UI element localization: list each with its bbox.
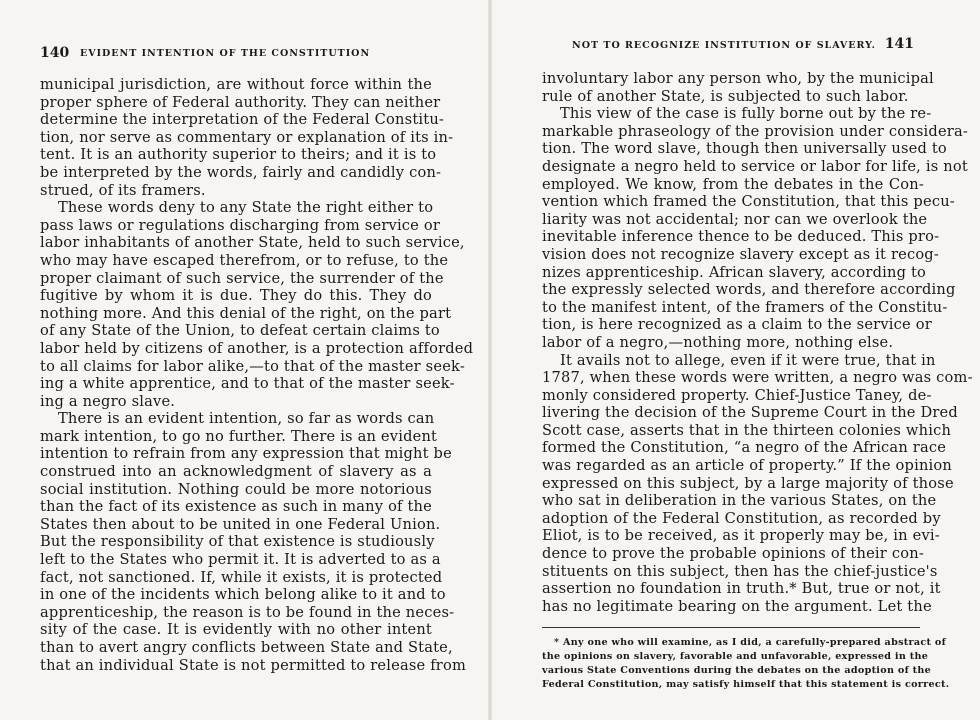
text-line: Eliot, is to be received, as it properly may be, in evi-: [542, 527, 940, 545]
text-line: employed. We know, from the debates in the Con-: [542, 175, 924, 193]
text-line: inevitable inference thence to be deduced. This pro-: [542, 228, 940, 246]
text-line: But the responsibility of that existence is studiously: [40, 533, 435, 551]
text-line: This view of the case is fully borne out by the re-: [560, 105, 932, 123]
text-line: the expressly selected words, and therefore according: [542, 281, 956, 299]
text-line: assertion no foundation in truth.* But, true or not, it: [542, 580, 941, 598]
text-line: vention which framed the Constitution, that this pecu-: [542, 193, 955, 211]
text-line: determine the interpretation of the Federal Constitu-: [40, 111, 445, 129]
text-line: rule of another State, is subjected to such labor.: [542, 87, 909, 105]
text-line: social institution. Nothing could be more notorious: [40, 480, 432, 498]
text-line: markable phraseology of the provision under considera-: [542, 122, 969, 140]
left-body-text: [40, 76, 474, 674]
text-line: nizes apprenticeship. African slavery, according to: [542, 263, 927, 281]
text-line: stituents on this subject, then has the chief-justice's: [542, 562, 938, 580]
text-line: to the manifest intent, of the framers of the Constitu-: [542, 298, 948, 316]
text-line: in one of the incidents which belong alike to it and to: [40, 586, 446, 604]
text-line: be interpreted by the words, fairly and candidly con-: [40, 163, 442, 181]
footnote-line: the opinions on slavery, favorable and unfavorable, expressed in the: [542, 651, 929, 663]
right-body-text: [542, 70, 973, 615]
text-line: States then about to be united in one Federal Union.: [40, 515, 441, 533]
text-line: municipal jurisdiction, are without force within the: [40, 76, 432, 93]
text-line: It avails not to allege, even if it were true, that in: [560, 351, 936, 369]
text-line: left to the States who permit it. It is adverted to as a: [40, 551, 441, 569]
text-line: adoption of the Federal Constitution, as recorded by: [542, 509, 941, 527]
text-line: ing a negro slave.: [40, 392, 176, 410]
text-line: labor held by citizens of another, is a protection afforded: [40, 339, 474, 357]
text-line: that an individual State is not permitted to release from: [40, 656, 467, 674]
text-line: labor inhabitants of another State, held to such service,: [40, 234, 465, 252]
text-line: than the fact of its existence as such in many of the: [40, 498, 432, 516]
text-line: designate a negro held to service or labor for life, is not: [542, 157, 968, 175]
text-line: Scott case, asserts that in the thirteen colonies which: [542, 421, 952, 439]
text-line: tion, nor serve as commentary or explanation of its in-: [40, 128, 454, 146]
right-running-head: [542, 38, 914, 58]
right-running-title: NOT TO RECOGNIZE INSTITUTION OF SLAVERY.: [572, 40, 876, 51]
text-line: formed the Constitution, “a negro of the African race: [542, 439, 947, 457]
left-running-head: [40, 45, 430, 68]
text-line: apprenticeship, the reason is to be found in the neces-: [40, 603, 455, 621]
text-line: of any State of the Union, to defeat certain claims to: [40, 322, 440, 340]
text-line: fact, not sanctioned. If, while it exists, it is protected: [40, 568, 443, 586]
text-line: expressed on this subject, by a large majority of those: [542, 474, 954, 492]
text-line: tent. It is an authority superior to theirs; and it is to: [40, 146, 437, 164]
text-line: strued, of its framers.: [40, 181, 206, 199]
text-line: to all claims for labor alike,—to that of the master seek-: [40, 357, 465, 375]
text-line: intention to refrain from any expression that might be: [40, 445, 452, 463]
text-line: fugitive by whom it is due. They do this. They do: [40, 287, 432, 305]
text-line: sity of the case. It is evidently with no other intent: [40, 621, 432, 639]
footnote-line: Federal Constitution, may satisfy himself that this statement is correct.: [542, 679, 950, 691]
right-page: [490, 0, 980, 720]
text-line: proper sphere of Federal authority. They can neither: [40, 93, 441, 111]
footnote-line: * Any one who will examine, as I did, a carefully-prepared abstract of: [554, 637, 947, 649]
text-line: 1787, when these words were written, a negro was com-: [542, 369, 973, 387]
text-line: dence to prove the probable opinions of their con-: [542, 545, 924, 563]
text-line: mark intention, to go no further. There is an evident: [40, 427, 438, 445]
text-line: pass laws or regulations discharging from service or: [40, 216, 441, 234]
footnote-rule: [542, 627, 920, 628]
text-line: livering the decision of the Supreme Court in the Dred: [542, 404, 958, 422]
text-line: liarity was not accidental; nor can we overlook the: [542, 210, 928, 228]
text-line: ing a white apprentice, and to that of the master seek-: [40, 375, 455, 393]
text-line: There is an evident intention, so far as words can: [58, 410, 435, 428]
text-line: construed into an acknowledgment of slavery as a: [40, 463, 432, 481]
text-line: labor of a negro,—nothing more, nothing else.: [542, 333, 894, 351]
text-line: proper claimant of such service, the surrender of the: [40, 269, 444, 287]
text-line: vision does not recognize slavery except as it recog-: [542, 245, 939, 263]
text-line: tion. The word slave, though then universally used to: [542, 140, 947, 158]
footnote: [542, 636, 950, 692]
text-line: These words deny to any State the right either to: [58, 199, 434, 217]
text-line: tion, is here recognized as a claim to the service or: [542, 316, 932, 334]
text-line: nothing more. And this denial of the right, on the part: [40, 304, 452, 322]
text-line: has no legitimate bearing on the argument. Let the: [542, 597, 932, 615]
footnote-line: various State Conventions during the debates on the adoption of the: [542, 665, 932, 677]
text-line: than to avert angry conflicts between State and State,: [40, 639, 453, 656]
text-line: involuntary labor any person who, by the municipal: [542, 70, 934, 87]
right-page-number: 141: [884, 36, 914, 52]
text-line: was regarded as an article of property.” If the opinion: [542, 457, 952, 475]
text-line: monly considered property. Chief-Justice Taney, de-: [542, 386, 932, 404]
left-running-title: EVIDENT INTENTION OF THE CONSTITUTION: [80, 48, 371, 59]
left-page-number: 140: [40, 45, 70, 61]
text-line: who may have escaped therefrom, or to refuse, to the: [40, 251, 449, 269]
text-line: who sat in deliberation in the various States, on the: [542, 492, 937, 510]
